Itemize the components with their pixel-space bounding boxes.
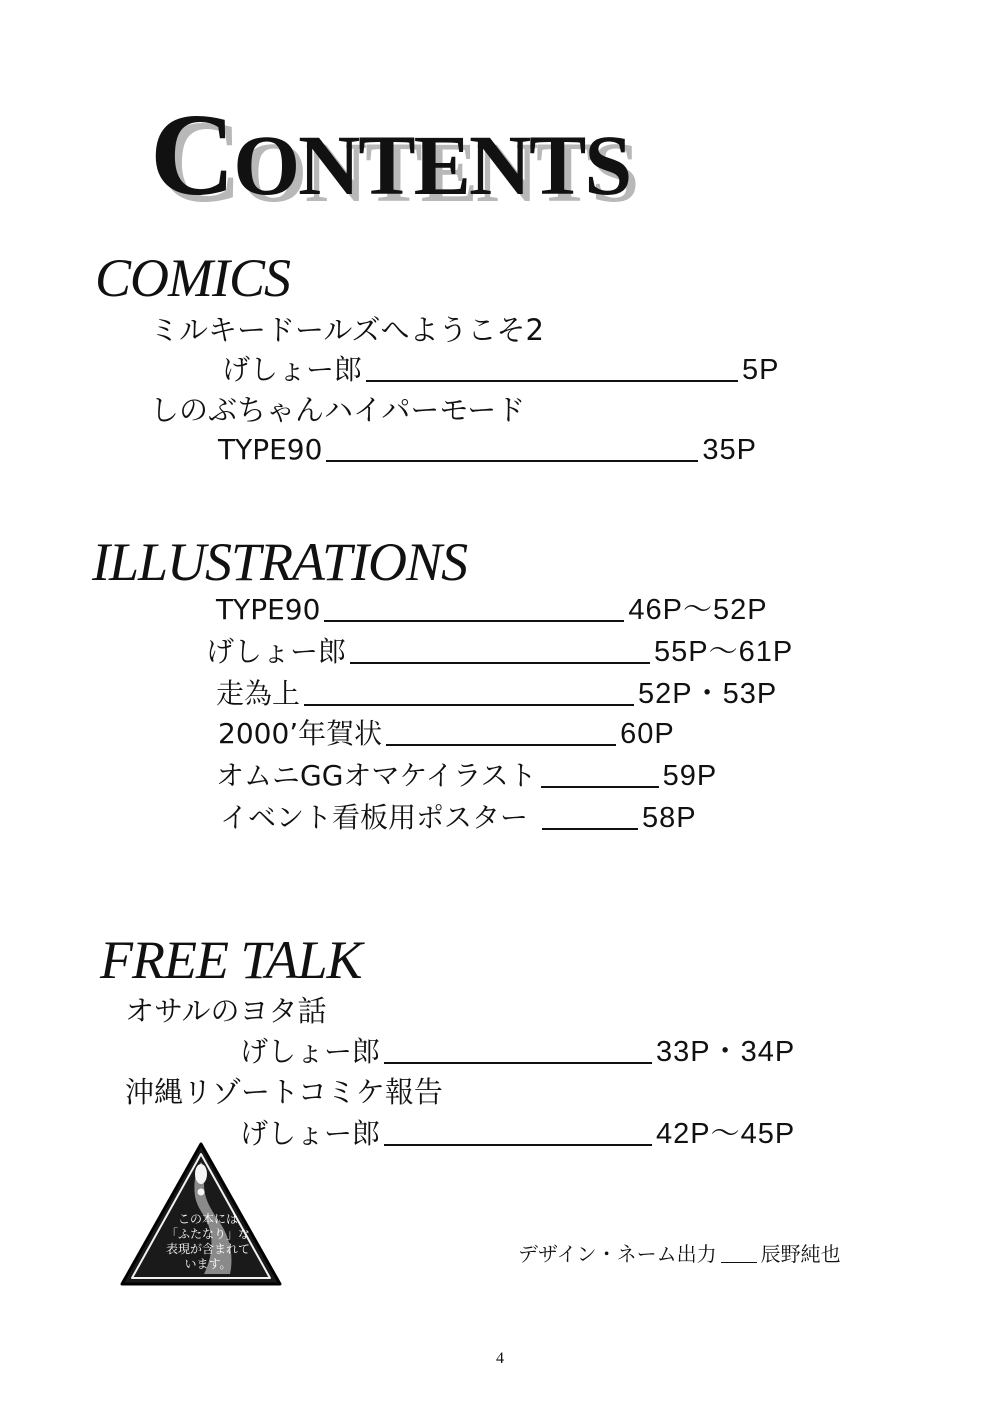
illustration-entry-1 (216, 592, 768, 628)
illustration-name-4: 2000’年賀状 (218, 717, 383, 750)
comic-title-2: しのぶちゃんハイパーモード (150, 393, 526, 427)
warning-line-3: 表現が含まれて (165, 1242, 250, 1256)
illustration-page-1: 46P〜52P (628, 594, 768, 626)
illustration-name-5: オムニGGオマケイラスト (216, 759, 537, 792)
leader-line (386, 744, 616, 746)
contents-title-rest: ONTENTS (233, 117, 631, 213)
illustration-page-6: 58P (642, 802, 697, 834)
illustration-entry-3 (216, 676, 777, 712)
comic-entry-1 (222, 352, 780, 388)
leader-line (366, 380, 738, 382)
leader-line (542, 828, 638, 830)
talk-author-1: げしょー郎 (240, 1035, 381, 1068)
comic-title-1: ミルキードールズへようこそ2 (150, 313, 545, 347)
talk-title-2: 沖縄リゾートコミケ報告 (125, 1075, 443, 1109)
illustration-page-5: 59P (662, 760, 718, 792)
comic-entry-2 (218, 432, 757, 468)
illustration-name-3: 走為上 (216, 677, 301, 710)
design-credit (518, 1240, 841, 1268)
illustration-name-1: TYPE90 (216, 593, 321, 626)
credit-role: デザイン・ネーム出力 (518, 1242, 717, 1266)
leader-line (384, 1144, 652, 1146)
illustrations-heading: ILLUSTRATIONS (92, 532, 468, 592)
comic-author-2: TYPE90 (218, 433, 323, 466)
illustration-entry-5 (216, 758, 717, 794)
leader-line (326, 460, 698, 462)
illustration-entry-6 (220, 800, 697, 836)
contents-title-initial: C (150, 89, 234, 220)
warning-line-1: この本には (177, 1212, 238, 1226)
comics-heading: COMICS (95, 248, 290, 308)
illustration-page-2: 55P〜61P (654, 636, 794, 668)
talk-page-2: 42P〜45P (656, 1118, 796, 1150)
warning-line-2: 「ふたなり」な (165, 1227, 250, 1241)
comic-page-1: 5P (742, 354, 780, 386)
free-talk-heading: FREE TALK (100, 930, 362, 990)
illustration-page-4: 60P (620, 718, 675, 750)
leader-line (350, 662, 650, 664)
talk-page-1: 33P・34P (656, 1036, 796, 1068)
contents-title (150, 89, 631, 220)
illustration-entry-2 (206, 634, 793, 670)
illustration-entry-4 (218, 716, 675, 752)
illustration-page-3: 52P・53P (638, 678, 778, 710)
illustration-name-6: イベント看板用ポスター (220, 801, 529, 834)
leader-line (324, 620, 624, 622)
talk-title-1: オサルのヨタ話 (125, 994, 327, 1028)
page-number: 4 (496, 1350, 504, 1367)
leader-line (384, 1062, 652, 1064)
talk-author-2: げしょー郎 (240, 1117, 381, 1150)
warning-line-4: います。 (184, 1257, 232, 1271)
credit-name: 辰野純也 (760, 1242, 841, 1266)
comic-page-2: 35P (702, 434, 758, 466)
talk-entry-1 (240, 1034, 795, 1070)
comic-author-1: げしょー郎 (222, 353, 363, 386)
leader-line (541, 786, 659, 788)
leader-line (721, 1262, 757, 1263)
illustration-name-2: げしょー郎 (206, 635, 347, 668)
leader-line (304, 704, 634, 706)
warning-triangle (118, 1140, 284, 1288)
talk-entry-2 (240, 1116, 795, 1152)
warning-text (158, 1212, 258, 1272)
